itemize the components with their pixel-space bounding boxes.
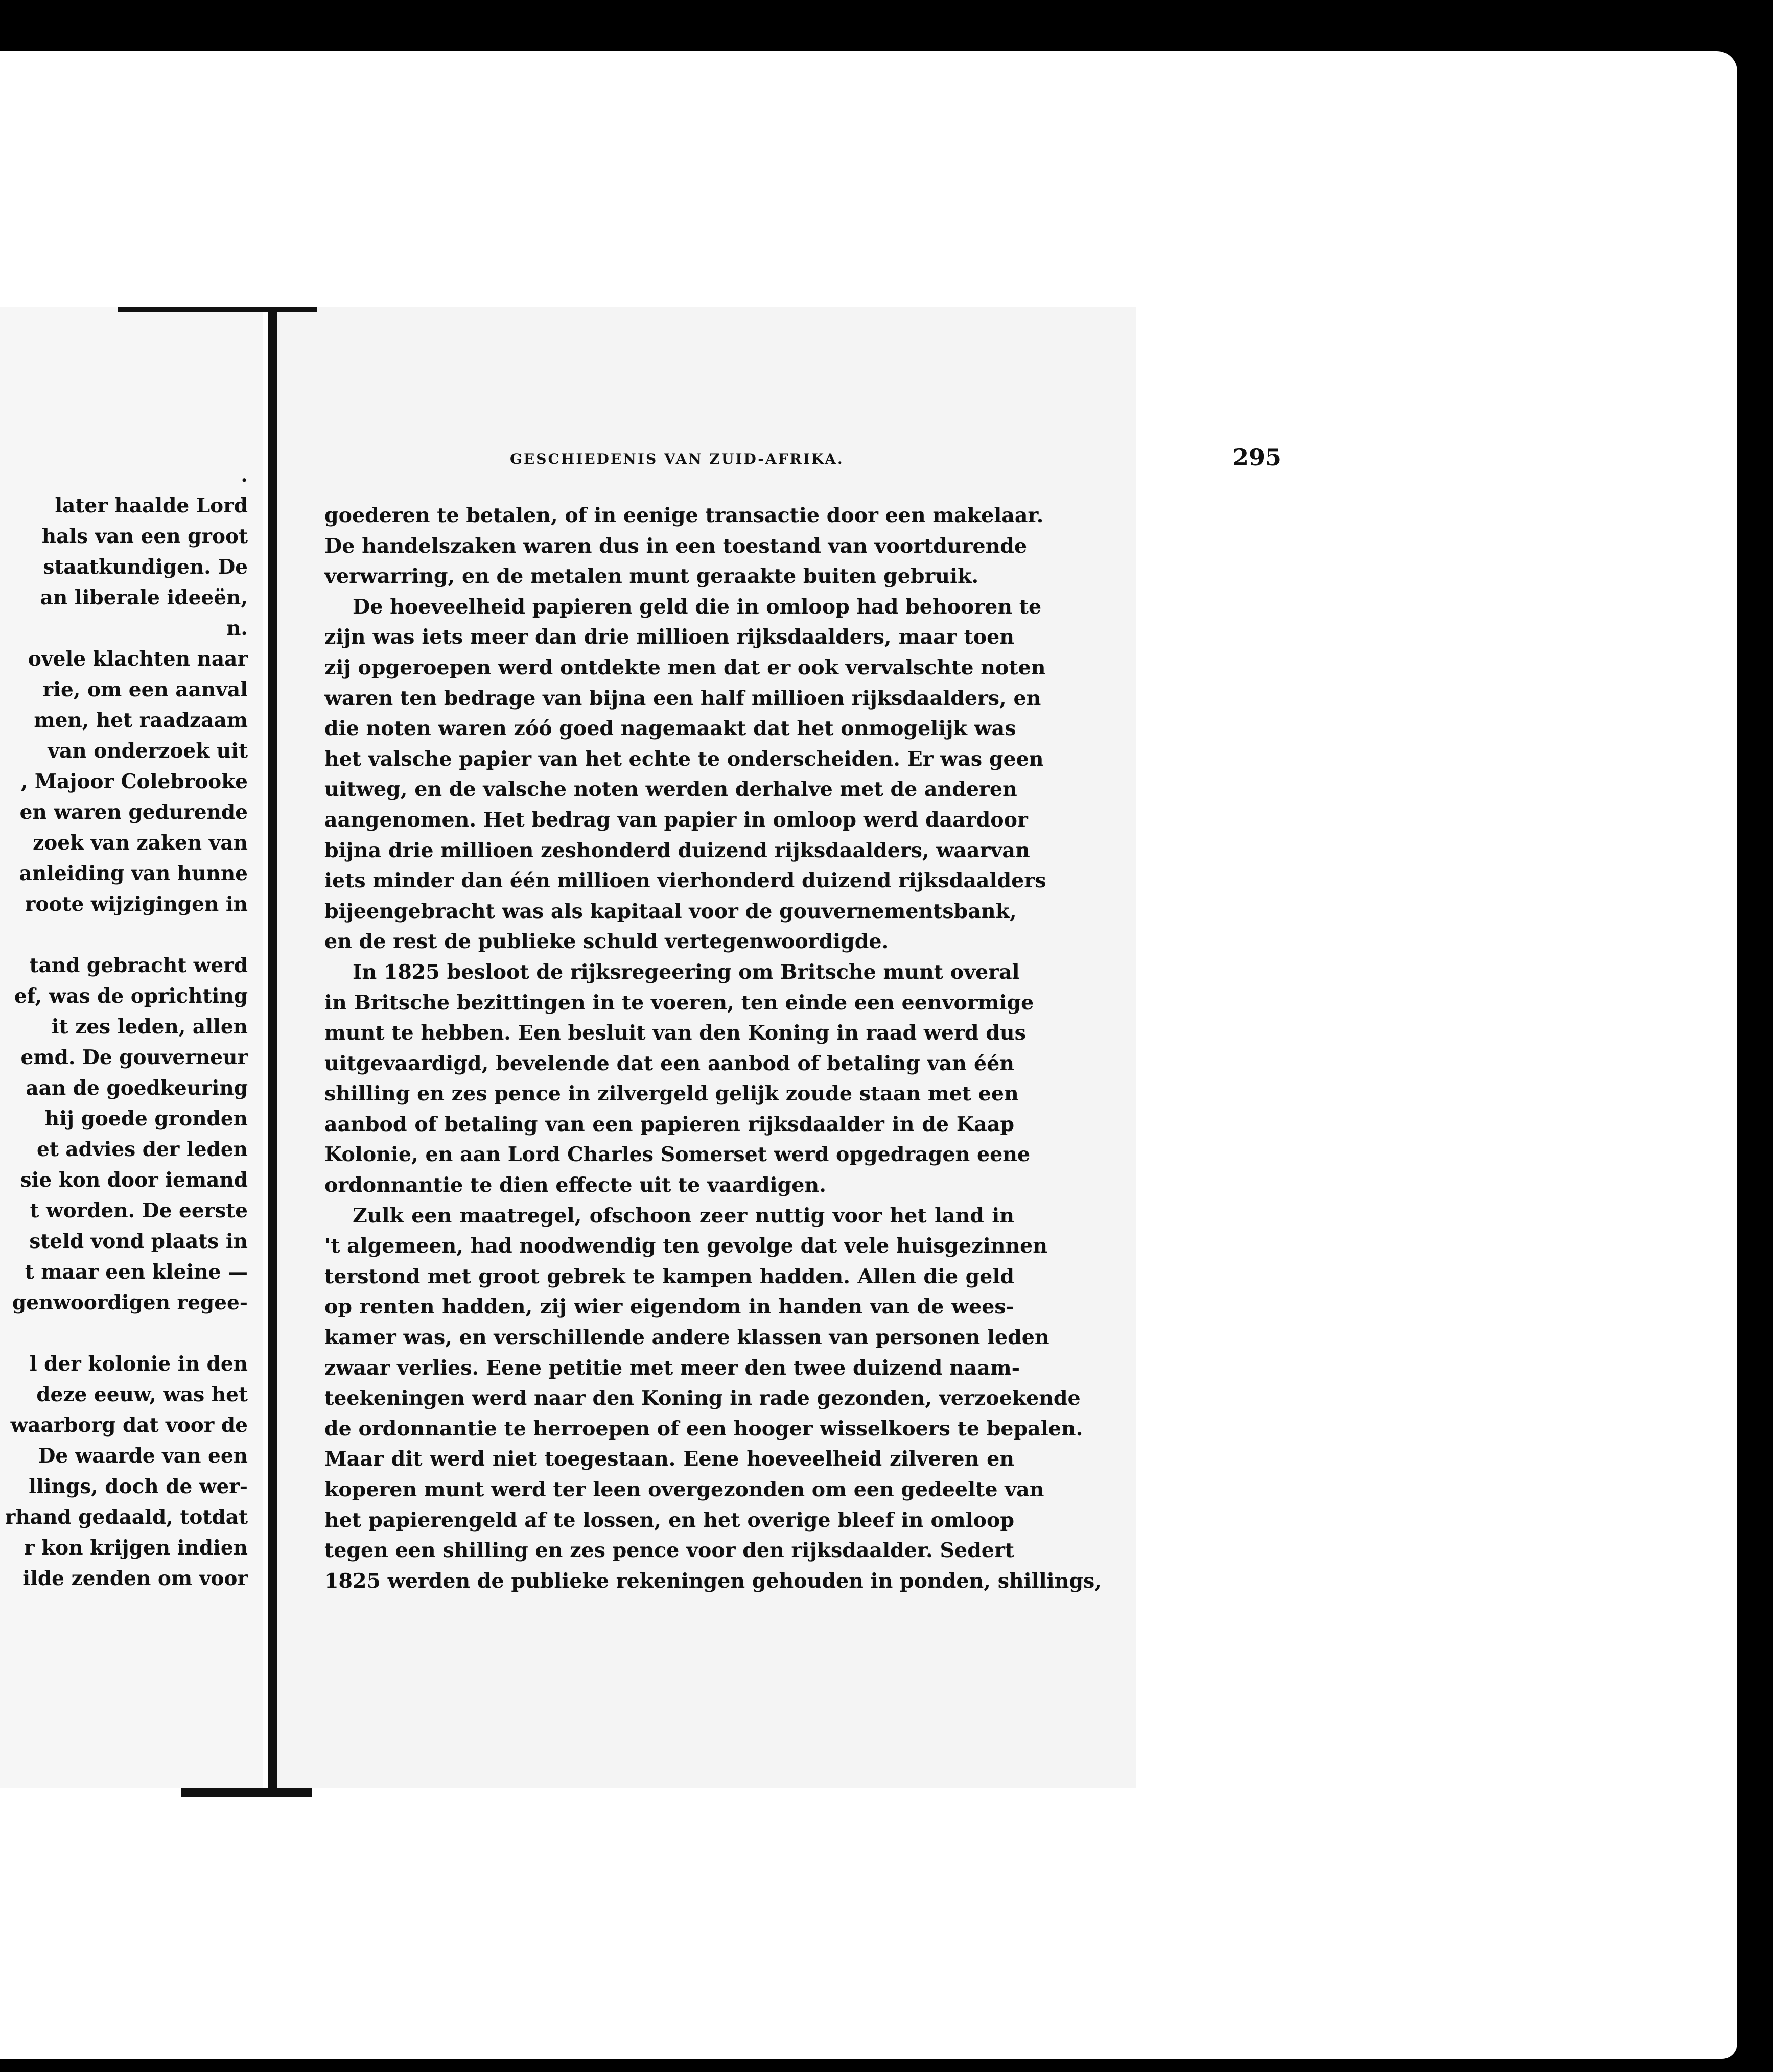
text-line: de ordonnantie te herroepen of een hooger wisselkoers te bepalen. [324,1417,1083,1441]
facing-page-line [0,920,248,950]
text-line: zij opgeroepen werd ontdekte men dat er ook vervalschte noten [324,655,1046,679]
running-head: GESCHIEDENIS VAN ZUID-AFRIKA. [510,451,844,467]
facing-page-line [0,1318,248,1349]
facing-page-line: genwoordigen regee- [12,1291,248,1314]
facing-page-line: n. [226,617,248,640]
facing-page-line: llings, doch de wer- [29,1475,248,1498]
text-line: uitweg, en de valsche noten werden derhalve met de anderen [324,778,1017,802]
text-line: ordonnantie te dien effecte uit te vaardigen. [324,1173,826,1197]
facing-page-line: l der kolonie in den [29,1352,248,1376]
facing-page-line: ef, was de oprichting [14,984,248,1008]
facing-page-line: t maar een kleine — [25,1260,248,1284]
facing-page-line: waarborg dat voor de [10,1414,248,1437]
facing-page-line: deze eeuw, was het [36,1383,248,1406]
facing-page-line: t worden. De eerste [30,1199,248,1222]
text-line: zijn was iets meer dan drie millioen rijksdaalders, maar toen [324,625,1014,649]
text-line: aangenomen. Het bedrag van papier in omloop werd daardoor [324,808,1028,832]
facing-page-line: later haalde Lord [55,494,248,517]
facing-page-line: steld vond plaats in [29,1230,248,1253]
book-page [277,307,1281,1788]
facing-page-line: rie, om een aanval [42,678,248,701]
text-line: uitgevaardigd, bevelende dat een aanbod of betaling van één [324,1051,1014,1075]
facing-page-line: aan de goedkeuring [26,1076,248,1100]
facing-page-line: De waarde van een [38,1444,248,1468]
facing-page-line: en waren gedurende [19,800,248,824]
facing-page-line: hij goede gronden [44,1107,248,1131]
text-line: aanbod of betaling van een papieren rijksdaalder in de Kaap [324,1112,1014,1136]
text-line: In 1825 besloot de rijksregeering om Britsche munt overal [353,960,1020,984]
facing-page-line: it zes leden, allen [51,1015,248,1039]
facing-page-line: , Majoor Colebrooke [20,770,248,793]
text-line: waren ten bedrage van bijna een half millioen rijksdaalders, en [324,686,1041,710]
body-text [324,501,1102,1596]
text-line: op renten hadden, zij wier eigendom in handen van de wees- [324,1295,1014,1319]
facing-page-line: roote wijzigingen in [25,892,248,916]
text-line: het papierengeld af te lossen, en het overige bleef in omloop [324,1508,1014,1532]
facing-page-line: sie kon door iemand [20,1168,248,1192]
facing-page-line: van onderzoek uit [48,739,248,763]
text-line: Kolonie, en aan Lord Charles Somerset werd opgedragen eene [324,1143,1031,1167]
text-line: bijeengebracht was als kapitaal voor de gouvernementsbank, [324,899,1017,923]
facing-page-line: emd. De gouverneur [20,1046,248,1069]
text-line: terstond met groot gebrek te kampen hadden. Allen die geld [324,1264,1014,1288]
facing-page-line: zoek van zaken van [33,831,248,855]
binding-bar [268,309,277,1793]
facing-page-text [0,460,248,1594]
facing-page-line: et advies der leden [36,1138,248,1161]
facing-page-line: anleiding van hunne [19,862,248,885]
facing-page-line: an liberale ideeën, [40,586,248,609]
text-line: die noten waren zóó goed nagemaakt dat het onmogelijk was [324,717,1016,741]
facing-page-line: ovele klachten naar [28,647,248,671]
binding-bar-bottom [181,1788,312,1797]
text-line: bijna drie millioen zeshonderd duizend rijksdaalders, waarvan [324,838,1030,862]
text-line: Zulk een maatregel, ofschoon zeer nuttig voor het land in [353,1204,1014,1228]
text-line: shilling en zes pence in zilvergeld gelijk zoude staan met een [324,1082,1019,1106]
text-line: Maar dit werd niet toegestaan. Eene hoeveelheid zilveren en [324,1447,1014,1471]
text-line: munt te hebben. Een besluit van den Koning in raad werd dus [324,1021,1026,1045]
facing-page-line: tand gebracht werd [29,954,248,977]
text-line: teekeningen werd naar den Koning in rade gezonden, verzoekende [324,1386,1081,1410]
facing-page-line: r kon krijgen indien [24,1536,248,1560]
facing-page-line: . [241,463,248,487]
text-line: 1825 werden de publieke rekeningen gehouden in ponden, shillings, [324,1569,1102,1593]
facing-page-line: hals van een groot [41,525,248,548]
text-line: in Britsche bezittingen in te voeren, ten einde een eenvormige [324,991,1034,1015]
text-line: het valsche papier van het echte te onderscheiden. Er was geen [324,747,1044,771]
facing-page-line: rhand gedaald, totdat [5,1505,248,1529]
binding-bar-top [118,307,317,312]
facing-page-line: men, het raadzaam [34,709,248,732]
text-line: 't algemeen, had noodwendig ten gevolge dat vele huisgezinnen [324,1234,1048,1258]
text-line: verwarring, en de metalen munt geraakte buiten gebruik. [324,564,979,588]
text-line: kamer was, en verschillende andere klassen van personen leden [324,1326,1049,1350]
text-line: koperen munt werd ter leen overgezonden om een gedeelte van [324,1478,1044,1501]
facing-page-fragment [0,307,263,1788]
text-line: tegen een shilling en zes pence voor den rijksdaalder. Sedert [324,1539,1014,1563]
text-line: goederen te betalen, of in eenige transactie door een makelaar. [324,504,1044,527]
text-line: De hoeveelheid papieren geld die in omloop had behooren te [353,595,1042,619]
text-line: zwaar verlies. Eene petitie met meer den twee duizend naam- [324,1356,1020,1380]
text-line: en de rest de publieke schuld vertegenwoordigde. [324,930,889,954]
page-header [510,443,1281,474]
scanned-sheet [0,51,1737,2059]
page-number: 295 [1232,443,1281,471]
text-line: iets minder dan één millioen vierhonderd duizend rijksdaalders [324,869,1046,893]
facing-page-line: staatkundigen. De [43,555,248,579]
text-line: De handelszaken waren dus in een toestand van voortdurende [324,534,1028,558]
facing-page-line: ilde zenden om voor [22,1567,248,1590]
